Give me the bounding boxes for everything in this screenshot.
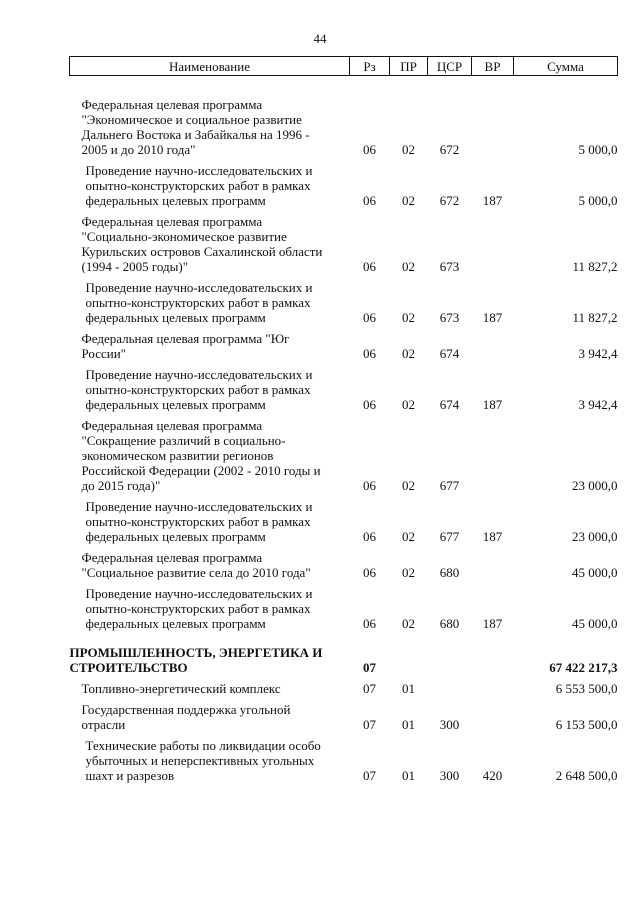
cell-sum: 2 648 500,0 [555,768,618,783]
cell-vr: 187 [482,397,503,412]
cell-rz: 06 [363,193,376,208]
header-name: Наименование [70,57,350,76]
cell-sum: 5 000,0 [578,193,618,208]
cell-name: Федеральная целевая программа "Юг России" [81,331,290,361]
cell-name: Проведение научно-исследовательских и опытно-конструкторских работ в рамках федеральных целевых программ [85,586,313,631]
cell-vr [472,678,514,699]
cell-pr [390,634,428,678]
cell-pr: 02 [402,346,415,361]
header-csr: ЦСР [428,57,472,76]
table-row [70,699,618,735]
cell-sum: 11 827,2 [572,310,618,325]
cell-vr: 187 [482,193,503,208]
cell-name: Федеральная целевая программа "Социально-экономическое развитие Курильских островов Сахалинской области (1994 - 2005 годы)" [81,214,323,274]
cell-rz: 07 [363,768,376,783]
cell-name: ПРОМЫШЛЕННОСТЬ, ЭНЕРГЕТИКА И СТРОИТЕЛЬСТВО [69,645,323,675]
table-row [70,735,618,786]
cell-vr: 187 [482,310,503,325]
cell-name: Проведение научно-исследовательских и опытно-конструкторских работ в рамках федеральных целевых программ [85,499,313,544]
cell-rz: 06 [363,310,376,325]
cell-sum: 11 827,2 [572,259,618,274]
cell-csr: 300 [439,768,460,783]
budget-table [69,56,618,786]
cell-pr: 02 [402,259,415,274]
cell-rz: 06 [363,346,376,361]
header-vr: ВР [472,57,514,76]
table-row [70,634,618,678]
cell-rz: 07 [363,717,376,732]
cell-csr: 677 [439,478,460,493]
table-row [70,678,618,699]
table-row [70,211,618,277]
cell-csr: 680 [439,565,460,580]
cell-name: Федеральная целевая программа "Социальное развитие села до 2010 года" [81,550,311,580]
table-row [70,364,618,415]
cell-sum: 6 153 500,0 [555,717,618,732]
cell-name: Государственная поддержка угольной отрасли [81,702,291,732]
cell-name: Федеральная целевая программа "Экономическое и социальное развитие Дальнего Востока и Забайкалья на 1996 - 2005 и до 2010 года" [81,97,310,157]
cell-name: Проведение научно-исследовательских и опытно-конструкторских работ в рамках федеральных целевых программ [85,280,313,325]
cell-sum: 45 000,0 [572,565,618,580]
cell-sum: 67 422 217,3 [549,660,618,675]
cell-csr: 680 [439,616,460,631]
cell-pr: 02 [402,193,415,208]
cell-csr: 673 [439,259,460,274]
cell-sum: 23 000,0 [572,478,618,493]
cell-csr: 300 [439,717,460,732]
cell-vr [472,699,514,735]
table-body [70,76,618,787]
cell-sum: 3 942,4 [578,346,618,361]
cell-vr [472,211,514,277]
table-row [70,583,618,634]
cell-vr [472,547,514,583]
cell-vr: 187 [482,616,503,631]
cell-rz: 06 [363,259,376,274]
header-pr: ПР [390,57,428,76]
cell-vr: 420 [482,768,503,783]
cell-rz: 06 [363,565,376,580]
cell-sum: 23 000,0 [572,529,618,544]
cell-rz: 06 [363,397,376,412]
cell-vr [472,94,514,160]
cell-sum: 45 000,0 [572,616,618,631]
cell-name: Проведение научно-исследовательских и опытно-конструкторских работ в рамках федеральных целевых программ [85,367,313,412]
page-number: 44 [313,31,327,46]
cell-vr [472,328,514,364]
cell-name: Технические работы по ликвидации особо убыточных и неперспективных угольных шахт и разрезов [85,738,321,783]
cell-pr: 01 [402,717,415,732]
table-row [70,415,618,496]
cell-rz: 06 [363,616,376,631]
cell-csr [428,634,472,678]
cell-pr: 01 [402,681,415,696]
cell-pr: 02 [402,616,415,631]
cell-csr: 674 [439,346,460,361]
table-row [70,496,618,547]
table-row [70,94,618,160]
table-row [70,277,618,328]
cell-pr: 02 [402,310,415,325]
table-row [70,328,618,364]
table-row [70,160,618,211]
cell-vr [472,415,514,496]
table-row [70,547,618,583]
cell-vr [472,634,514,678]
cell-csr: 677 [439,529,460,544]
table-header-row [70,57,618,76]
cell-pr: 01 [402,768,415,783]
cell-pr: 02 [402,529,415,544]
cell-rz: 06 [363,478,376,493]
header-rz: Рз [350,57,390,76]
cell-rz: 07 [363,660,376,675]
cell-rz: 06 [363,529,376,544]
cell-vr: 187 [482,529,503,544]
cell-sum: 3 942,4 [578,397,618,412]
cell-csr: 674 [439,397,460,412]
cell-pr: 02 [402,142,415,157]
header-spacer [70,76,618,95]
cell-name: Федеральная целевая программа "Сокращение различий в социально- экономическом развитии регионов Российской Федерации (2002 - 2010 годы и до 2015 года)" [81,418,321,493]
cell-name: Проведение научно-исследовательских и опытно-конструкторских работ в рамках федеральных целевых программ [85,163,313,208]
cell-csr: 672 [439,193,460,208]
cell-pr: 02 [402,478,415,493]
cell-pr: 02 [402,397,415,412]
cell-sum: 6 553 500,0 [555,681,618,696]
cell-rz: 06 [363,142,376,157]
cell-sum: 5 000,0 [578,142,618,157]
cell-name: Топливно-энергетический комплекс [81,681,281,696]
cell-pr: 02 [402,565,415,580]
header-sum: Сумма [514,57,618,76]
cell-csr: 672 [439,142,460,157]
cell-csr: 673 [439,310,460,325]
cell-rz: 07 [363,681,376,696]
cell-csr [428,678,472,699]
